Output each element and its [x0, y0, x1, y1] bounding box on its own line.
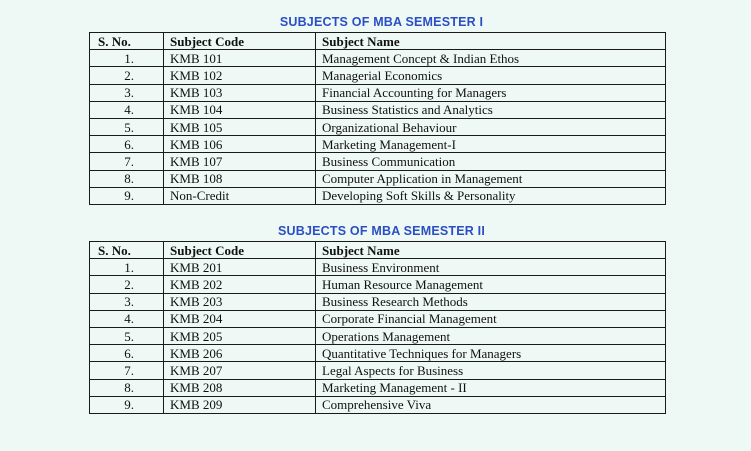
table-header-row — [90, 33, 666, 50]
cell-subject-name: Corporate Financial Management — [316, 310, 666, 327]
cell-sno: 2. — [90, 67, 164, 84]
table-row — [90, 67, 666, 84]
cell-subject-name: Marketing Management-I — [316, 136, 666, 153]
semester-1-table — [89, 32, 666, 205]
header-sno: S. No. — [90, 33, 164, 50]
cell-sno: 4. — [90, 310, 164, 327]
semester-1-section — [0, 14, 751, 204]
table-row — [90, 276, 666, 293]
table-row — [90, 362, 666, 379]
cell-subject-name: Business Environment — [316, 259, 666, 276]
cell-subject-code: KMB 209 — [164, 396, 316, 413]
cell-sno: 9. — [90, 187, 164, 204]
semester-2-section — [0, 223, 751, 413]
cell-subject-name: Managerial Economics — [316, 67, 666, 84]
cell-subject-code: KMB 202 — [164, 276, 316, 293]
cell-subject-code: KMB 207 — [164, 362, 316, 379]
table-row — [90, 187, 666, 204]
cell-subject-code: KMB 103 — [164, 84, 316, 101]
cell-sno: 6. — [90, 136, 164, 153]
cell-subject-code: KMB 108 — [164, 170, 316, 187]
cell-sno: 4. — [90, 101, 164, 118]
table-row — [90, 310, 666, 327]
table-row — [90, 153, 666, 170]
table-header-row — [90, 242, 666, 259]
cell-subject-name: Business Research Methods — [316, 293, 666, 310]
cell-subject-code: KMB 204 — [164, 310, 316, 327]
cell-sno: 9. — [90, 396, 164, 413]
semester-2-table — [89, 241, 666, 414]
cell-subject-code: KMB 203 — [164, 293, 316, 310]
cell-subject-code: KMB 205 — [164, 327, 316, 344]
header-subject-code: Subject Code — [164, 33, 316, 50]
cell-subject-code: KMB 107 — [164, 153, 316, 170]
cell-subject-name: Legal Aspects for Business — [316, 362, 666, 379]
cell-subject-code: KMB 101 — [164, 50, 316, 67]
cell-subject-name: Management Concept & Indian Ethos — [316, 50, 666, 67]
cell-subject-code: KMB 206 — [164, 345, 316, 362]
cell-subject-name: Business Communication — [316, 153, 666, 170]
cell-subject-name: Computer Application in Management — [316, 170, 666, 187]
cell-sno: 6. — [90, 345, 164, 362]
cell-subject-name: Financial Accounting for Managers — [316, 84, 666, 101]
cell-subject-name: Human Resource Management — [316, 276, 666, 293]
table-row — [90, 293, 666, 310]
table-row — [90, 379, 666, 396]
cell-subject-name: Quantitative Techniques for Managers — [316, 345, 666, 362]
header-sno: S. No. — [90, 242, 164, 259]
cell-sno: 1. — [90, 259, 164, 276]
cell-subject-name: Developing Soft Skills & Personality — [316, 187, 666, 204]
table-row — [90, 327, 666, 344]
table-row — [90, 84, 666, 101]
table-row — [90, 50, 666, 67]
table-row — [90, 118, 666, 135]
cell-subject-name: Business Statistics and Analytics — [316, 101, 666, 118]
cell-subject-code: KMB 104 — [164, 101, 316, 118]
cell-sno: 7. — [90, 362, 164, 379]
cell-sno: 2. — [90, 276, 164, 293]
table-row — [90, 345, 666, 362]
cell-subject-name: Marketing Management - II — [316, 379, 666, 396]
table-row — [90, 136, 666, 153]
cell-sno: 1. — [90, 50, 164, 67]
header-subject-name: Subject Name — [316, 242, 666, 259]
cell-sno: 5. — [90, 118, 164, 135]
cell-sno: 7. — [90, 153, 164, 170]
cell-sno: 8. — [90, 379, 164, 396]
table-row — [90, 396, 666, 413]
cell-sno: 8. — [90, 170, 164, 187]
cell-subject-code: KMB 102 — [164, 67, 316, 84]
cell-subject-name: Comprehensive Viva — [316, 396, 666, 413]
table-row — [90, 101, 666, 118]
header-subject-name: Subject Name — [316, 33, 666, 50]
cell-sno: 3. — [90, 84, 164, 101]
header-subject-code: Subject Code — [164, 242, 316, 259]
cell-subject-name: Organizational Behaviour — [316, 118, 666, 135]
cell-subject-code: KMB 208 — [164, 379, 316, 396]
cell-subject-name: Operations Management — [316, 327, 666, 344]
cell-sno: 5. — [90, 327, 164, 344]
cell-subject-code: KMB 106 — [164, 136, 316, 153]
cell-subject-code: KMB 105 — [164, 118, 316, 135]
table-row — [90, 259, 666, 276]
table-row — [90, 170, 666, 187]
cell-sno: 3. — [90, 293, 164, 310]
semester-2-title: SUBJECTS OF MBA SEMESTER II — [277, 224, 486, 238]
cell-subject-code: Non-Credit — [164, 187, 316, 204]
semester-1-title: SUBJECTS OF MBA SEMESTER I — [279, 15, 484, 29]
cell-subject-code: KMB 201 — [164, 259, 316, 276]
